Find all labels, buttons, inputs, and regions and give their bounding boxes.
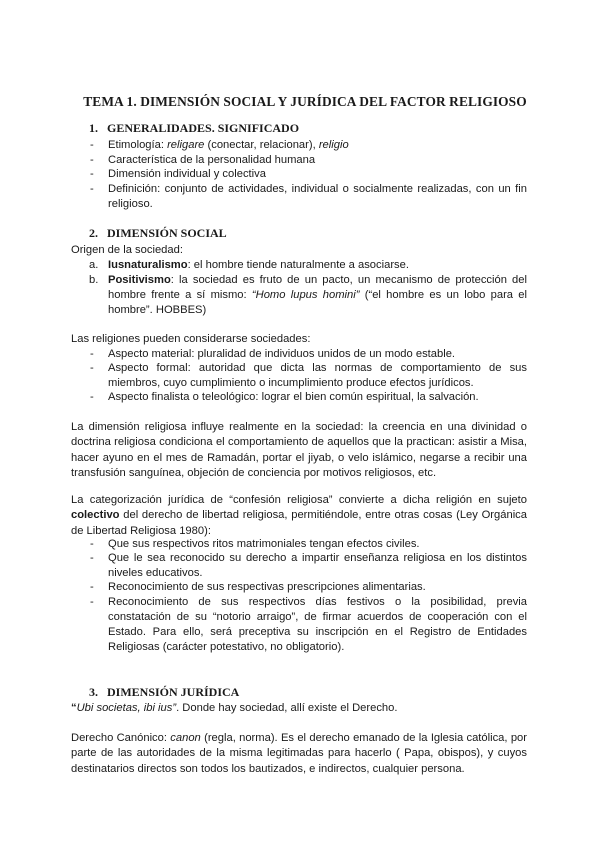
origen-label: Origen de la sociedad: [71, 244, 183, 256]
page-title: TEMA 1. DIMENSIÓN SOCIAL Y JURÍDICA DEL FACTOR RELIGIOSO [83, 94, 527, 109]
document-page: TEMA 1. DIMENSIÓN SOCIAL Y JURÍDICA DEL FACTOR RELIGIOSO 1. GENERALIDADES. SIGNIFICADO - Etimología: religare (conectar, relacionar), religio - Característica de la personalidad humana - Dimensión individual y colectiva - Definición: conjunto de actividades, individual o socialmente realizadas, con un fin religioso. 2. DIMENSIÓN SOCIAL Origen de la sociedad: a. Iusnaturalismo: el hombre tiende naturalmente a asociarse. b. Positivismo: la sociedad es fruto de un pacto, un mecanismo de protección del hombre frente a sí mismo: “Homo lupus homini” (“el hombre es un lobo para el hombre”. HOBBES) Las religiones pueden considerarse sociedades: - Aspecto material: pluralidad de individuos unidos de un modo estable. - Aspecto formal: autoridad que dicta las normas de comportamiento de sus miembros, cuyo cumplimiento o incumplimiento produce efectos jurídicos. - Aspecto finalista o teleológico: lograr el bien común espiritual, la salvación. La dimensión religiosa influye realmente en la sociedad: la creencia en una divinidad o doctrina religiosa condiciona el comportamiento de aquellos que la practican: asistir a Misa, hacer ayuno en el mes de Ramadán, portar el jiyab, o velo islámico, negarse a recibir una transfusión sanguínea, objeción de conciencia por motivos religiosos, etc. La categorización jurídica de “confesión religiosa” convierte a dicha religión en sujeto colectivo del derecho de libertad religiosa, permitiéndole, entre otras cosas (Ley Orgánica de Libertad Religiosa 1980): - Que sus respectivos ritos matrimoniales tengan efectos civiles. - Que le sea reconocido su derecho a impartir enseñanza religiosa en los distintos niveles educativos. - Reconocimiento de sus respectivas prescripciones alimentarias. - Reconocimiento de sus respectivos días festivos o la posibilidad, previa constatación de su “notorio arraigo”, de firmar acuerdos de cooperación con el Estado. Para ello, será preceptiva su inscripción en el Registro de Entidades Religiosas (carácter potestativo, no obligatorio). 3. DIMENSIÓN JURÍDICA “Ubi societas, ibi ius”. Donde hay sociedad, allí existe el Derecho. Derecho Canónico: canon (regla, norma). Es el derecho emanado de la Iglesia católica, por parte de las autoridades de la misma legitimadas para hacerlo ( Papa, obispos), y cuyos destinatarios directos son todos los bautizados, e indirectos, cualquier persona. [0, 0, 600, 848]
paragraph-dimension-religiosa: La dimensión religiosa influye realmente en la sociedad: la creencia en una divinidad o doctrina religiosa condiciona el comportamiento de aquellos que la practican: asistir a Misa, hacer ayuno en el mes de Ramadán, portar el jiyab, o velo islámico, negarse a recibir una transfusión sanguínea, objeción de conciencia por motivos religiosos, etc. [71, 421, 527, 480]
paragraph-derecho-canonico: Derecho Canónico: canon (regla, norma). Es el derecho emanado de la Iglesia católica, por parte de las autoridades de la misma legitimadas para hacerlo ( Papa, obispos), y cuyos destinatarios directos son todos los bautizados, e indirectos, cualquier persona. [71, 732, 527, 775]
paragraph-confesion-religiosa: La categorización jurídica de “confesión religiosa” convierte a dicha religión en sujeto colectivo del derecho de libertad religiosa, permitiéndole, entre otras cosas (Ley Orgánica de Libertad Religiosa 1980): [71, 494, 527, 537]
ubi-societas-line: “Ubi societas, ibi ius”. Donde hay sociedad, allí existe el Derecho. [71, 702, 398, 714]
section-3-heading: 3. DIMENSIÓN JURÍDICA [89, 685, 240, 699]
section-2-heading: 2. DIMENSIÓN SOCIAL [89, 226, 227, 240]
section-1-heading: 1. GENERALIDADES. SIGNIFICADO [89, 121, 300, 135]
religiones-intro: Las religiones pueden considerarse sociedades: [71, 333, 311, 345]
